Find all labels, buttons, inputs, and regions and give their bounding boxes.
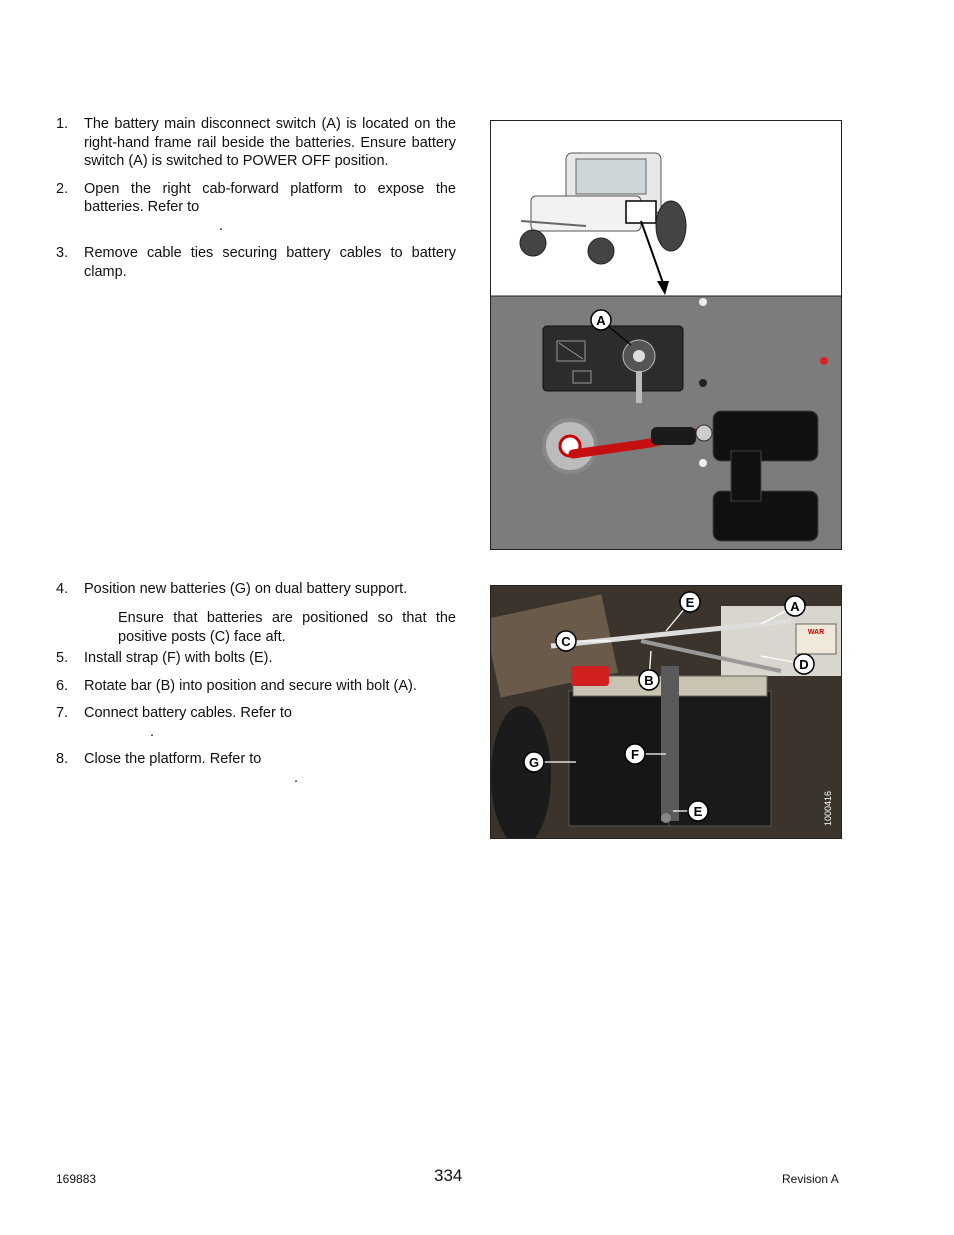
step-8 bbox=[56, 750, 456, 769]
figure-battery-installation bbox=[490, 585, 842, 839]
callout-c bbox=[556, 631, 576, 651]
step-6 bbox=[56, 677, 456, 696]
svg-text:A: A bbox=[790, 599, 800, 614]
callout-g bbox=[524, 752, 544, 772]
svg-text:B: B bbox=[644, 673, 654, 688]
reference-period: . bbox=[294, 769, 299, 786]
step-2-period bbox=[56, 217, 456, 236]
callout-a bbox=[785, 596, 805, 616]
callout-e-bottom bbox=[688, 801, 708, 821]
reference-period: . bbox=[150, 723, 155, 740]
step-5 bbox=[56, 649, 456, 668]
step-number: 6. bbox=[56, 677, 69, 694]
step-text: The battery main disconnect switch (A) is located on the right-hand frame rail beside the batteries. Ensure battery switch (A) is switched to POWER OFF position. bbox=[84, 116, 456, 169]
step-7 bbox=[56, 704, 456, 723]
step-text: Rotate bar (B) into position and secure with bolt (A). bbox=[84, 677, 417, 694]
step-number: 3. bbox=[56, 245, 69, 261]
step-number: 5. bbox=[56, 650, 69, 666]
figure1-callouts bbox=[491, 121, 841, 549]
figure2-callouts bbox=[491, 586, 841, 838]
callout-f bbox=[625, 744, 645, 764]
step-8-period bbox=[56, 769, 456, 788]
step-number: 8. bbox=[56, 751, 69, 767]
warning-decal-text: WAR bbox=[807, 629, 825, 636]
step-text: Install strap (F) with bolts (E). bbox=[84, 650, 273, 666]
page-number: 334 bbox=[434, 1166, 463, 1185]
step-7-period bbox=[56, 723, 456, 742]
svg-text:A: A bbox=[596, 313, 606, 328]
callout-e-top bbox=[680, 592, 700, 612]
steps-group-2 bbox=[56, 580, 456, 599]
svg-text:F: F bbox=[631, 747, 639, 762]
step-4 bbox=[56, 580, 456, 599]
svg-text:E: E bbox=[685, 595, 695, 610]
svg-text:D: D bbox=[799, 657, 809, 672]
callout-b bbox=[639, 670, 659, 690]
step-3 bbox=[56, 244, 456, 281]
step-number: 7. bbox=[56, 705, 69, 721]
document-number: 169883 bbox=[56, 1172, 97, 1186]
step-number: 4. bbox=[56, 581, 69, 597]
steps-group-1 bbox=[56, 115, 456, 281]
note-text: Ensure that batteries are positioned so that the positive posts (C) face aft. bbox=[118, 610, 456, 645]
svg-text:C: C bbox=[561, 634, 571, 649]
step-number: 1. bbox=[56, 116, 69, 132]
svg-text:G: G bbox=[528, 755, 540, 770]
revision-label: Revision A bbox=[782, 1172, 839, 1186]
callout-a bbox=[591, 310, 611, 330]
callout-d bbox=[794, 654, 814, 674]
reference-period: . bbox=[219, 217, 224, 234]
step-text: Remove cable ties securing battery cables to battery clamp. bbox=[84, 245, 456, 280]
step-text: Connect battery cables. Refer to bbox=[84, 705, 292, 721]
svg-text:E: E bbox=[693, 804, 703, 819]
step-text: Close the platform. Refer to bbox=[84, 751, 262, 767]
step-text: Open the right cab-forward platform to expose the batteries. Refer to bbox=[84, 180, 456, 215]
step-text: Position new batteries (G) on dual battery support. bbox=[84, 581, 408, 597]
steps-group-2b bbox=[56, 649, 456, 787]
figure-image-id: 1000416 bbox=[823, 790, 833, 826]
step-2 bbox=[56, 180, 456, 217]
step-1 bbox=[56, 115, 456, 171]
figure-battery-switch bbox=[490, 120, 842, 550]
step-number: 2. bbox=[56, 180, 69, 197]
